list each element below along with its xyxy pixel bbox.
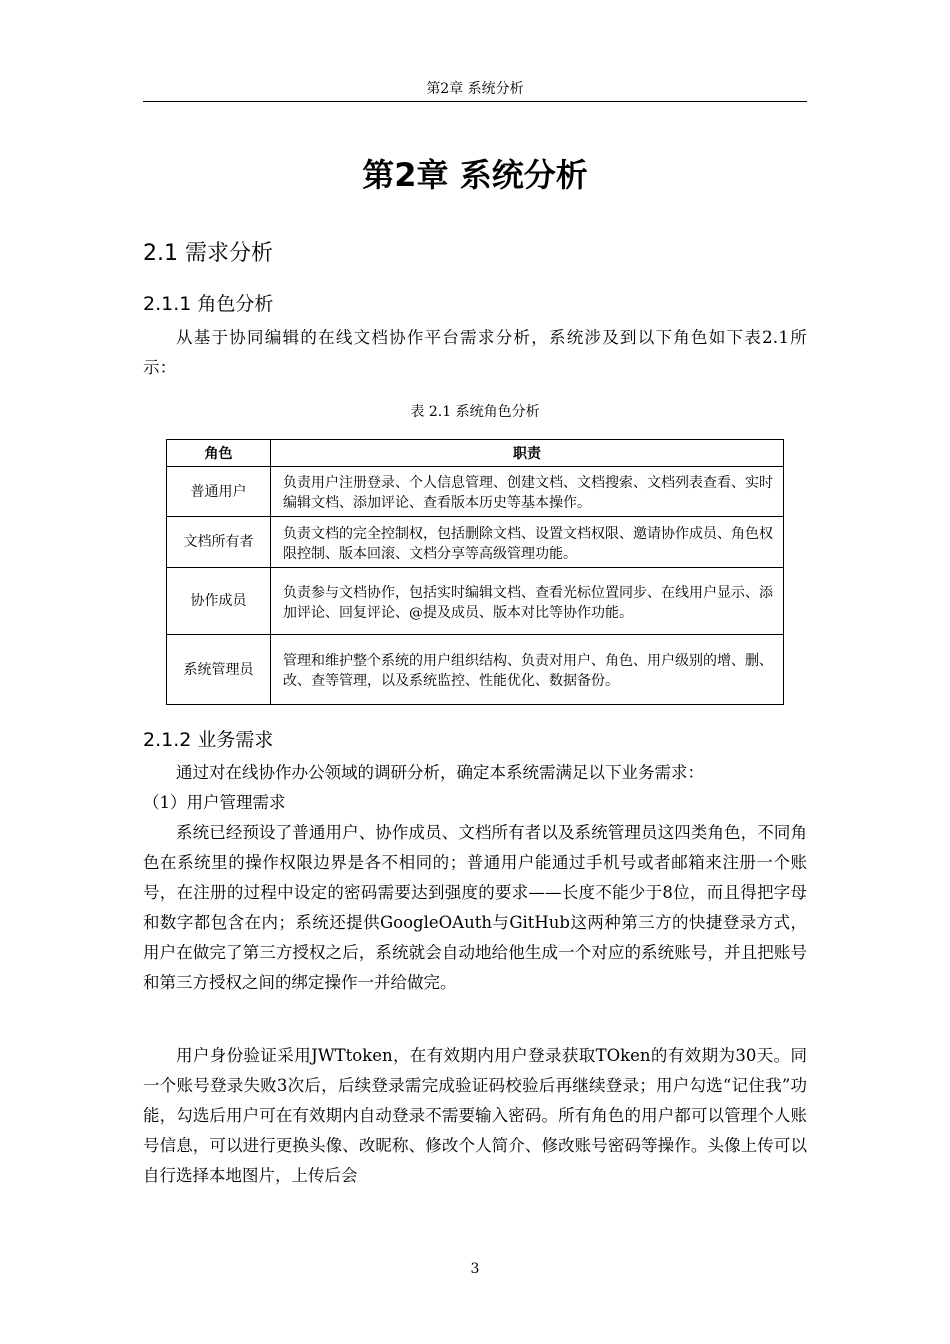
table-row <box>167 467 784 517</box>
table-row <box>167 568 784 635</box>
duty-cell: 负责用户注册登录、个人信息管理、创建文档、文档搜索、文档列表查看、实时编辑文档、添加评论、查看版本历史等基本操作。 <box>271 467 784 517</box>
role-cell: 协作成员 <box>167 568 271 635</box>
role-cell: 系统管理员 <box>167 635 271 705</box>
table-caption: 表 2.1 系统角色分析 <box>410 404 540 420</box>
role-cell: 文档所有者 <box>167 517 271 568</box>
table-header-role: 角色 <box>167 440 271 467</box>
business-requirements-intro: 通过对在线协作办公领域的调研分析，确定本系统需满足以下业务需求： <box>176 763 704 782</box>
header-rule <box>143 101 807 102</box>
chapter-title: 第2章 系统分析 <box>362 156 588 194</box>
role-table <box>166 439 784 705</box>
table-header-row <box>167 440 784 467</box>
role-analysis-intro: 从基于协同编辑的在线文档协作平台需求分析，系统涉及到以下角色如下表2.1所示： <box>143 328 807 377</box>
page-number: 3 <box>470 1261 480 1277</box>
user-management-paragraph-1: 系统已经预设了普通用户、协作成员、文档所有者以及系统管理员这四类角色，不同角色在系统里的操作权限边界是各不相同的；普通用户能通过手机号或者邮箱来注册一个账号，在注册的过程中设定的密码需要达到强度的要求——长度不能少于8位，而且得把字母和数字都包含在内；系统还提供GoogleOAuth与GitHub这两种第三方的快捷登录方式，用户在做完了第三方授权之后，系统就会自动地给他生成一个对应的系统账号，并且把账号和第三方授权之间的绑定操作一并给做完。 <box>143 823 807 992</box>
duty-cell: 负责参与文档协作，包括实时编辑文档、查看光标位置同步、在线用户显示、添加评论、回复评论、@提及成员、版本对比等协作功能。 <box>271 568 784 635</box>
table-row <box>167 517 784 568</box>
user-management-paragraph-2: 用户身份验证采用JWTtoken，在有效期内用户登录获取TOken的有效期为30天。同一个账号登录失败3次后，后续登录需完成验证码校验后再继续登录；用户勾选“记住我”功能，勾选后用户可在有效期内自动登录不需要输入密码。所有角色的用户都可以管理个人账号信息，可以进行更换头像、改昵称、修改个人简介、修改账号密码等操作。头像上传可以自行选择本地图片，上传后会 <box>143 1046 807 1185</box>
section-heading-2-1-1: 2.1.1 角色分析 <box>143 293 274 315</box>
table-row <box>167 635 784 705</box>
user-management-subheading: （1）用户管理需求 <box>143 793 286 812</box>
section-heading-2-1: 2.1 需求分析 <box>143 241 273 266</box>
duty-cell: 负责文档的完全控制权，包括删除文档、设置文档权限、邀请协作成员、角色权限控制、版本回滚、文档分享等高级管理功能。 <box>271 517 784 568</box>
section-heading-2-1-2: 2.1.2 业务需求 <box>143 729 274 751</box>
table-header-duty: 职责 <box>271 440 784 467</box>
duty-cell: 管理和维护整个系统的用户组织结构、负责对用户、角色、用户级别的增、删、改、查等管理，以及系统监控、性能优化、数据备份。 <box>271 635 784 705</box>
running-header: 第2章 系统分析 <box>426 81 524 97</box>
role-cell: 普通用户 <box>167 467 271 517</box>
